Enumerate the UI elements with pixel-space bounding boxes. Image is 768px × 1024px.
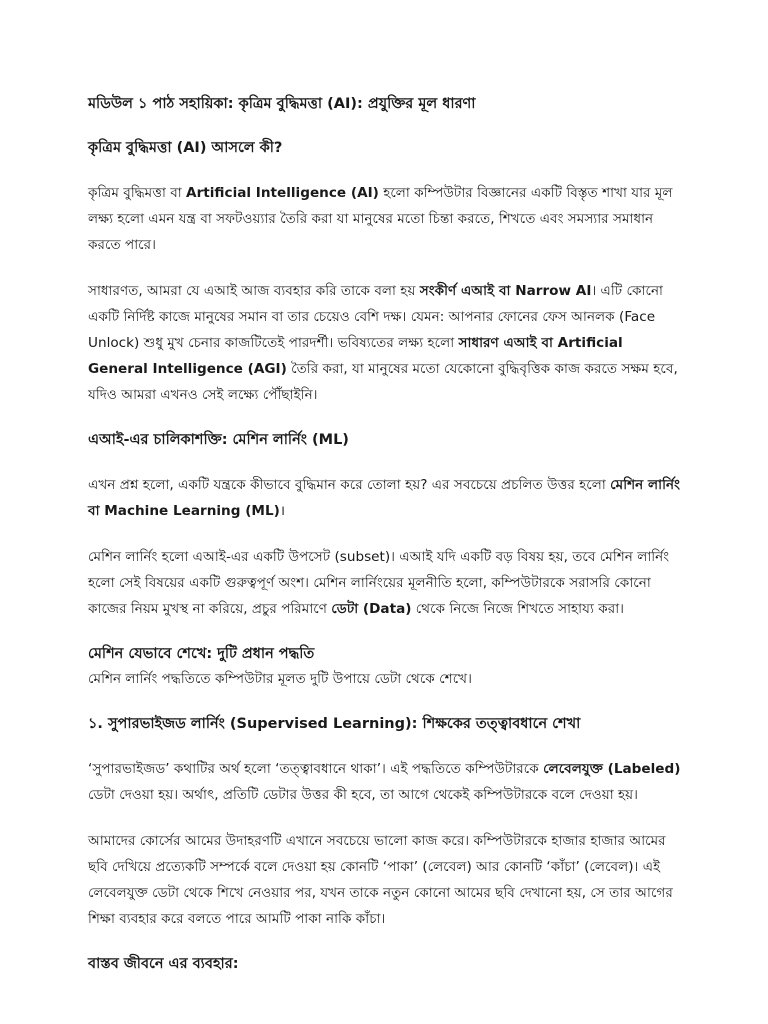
bold-term-labeled: লেবেলযুক্ত (Labeled)	[543, 761, 681, 777]
paragraph-ai-definition	[88, 180, 684, 258]
section-heading-real-life-use: বাস্তব জীবনে এর ব্যবহার:	[88, 956, 239, 972]
paragraph-mango-example: আমাদের কোর্সের আমের উদাহরণটি এখানে সবচেয়ে ভালো কাজ করে। কম্পিউটারকে হাজার হাজার আমের ছবি দেখিয়ে প্রত্যেকটি সম্পর্কে বলে দেওয়া হয় কোনটি ‘পাকা’ (লেবেল) আর কোনটি ‘কাঁচা’ (লেবেল)। এই লেবেলযুক্ত ডেটা থেকে শিখে নেওয়ার পর, যখন তাকে নতুন কোনো আমের ছবি দেখানো হয়, সে তার আগের শিক্ষা ব্যবহার করে বলতে পারে আমটি পাকা নাকি কাঁচা।	[88, 833, 673, 927]
text-run: । এটি কোনো একটি নির্দিষ্ট কাজে মানুষের সমান বা তার চেয়েও বেশি দক্ষ। যেমন: আপনার ফোনের ফেস আনলক (Face Unlock) শুধু মুখ চেনার কাজটিতেই পারদর্শী। ভবিষ্যতের লক্ষ্য হলো	[88, 283, 664, 351]
text-run: মেশিন লার্নিং হলো এআই-এর একটি উপসেট (subset)। এআই যদি একটি বড় বিষয় হয়, তবে মেশিন লার্নিং হলো সেই বিষয়ের একটি গুরুত্বপূর্ণ অংশ। মেশিন লার্নিংয়ের মূলনীতি হলো, কম্পিউটারকে সরাসরি কোনো কাজের নিয়ম মুখস্থ না করিয়ে, প্রচুর পরিমাণে	[88, 549, 670, 617]
document-title: মডিউল ১ পাঠ সহায়িকা: কৃত্রিম বুদ্ধিমত্তা (AI): প্রযুক্তির মূল ধারণা	[88, 96, 476, 112]
text-run: সাধারণত, আমরা যে এআই আজ ব্যবহার করি তাকে বলা হয়	[88, 283, 420, 299]
text-run: ‘সুপারভাইজড’ কথাটির অর্থ হলো ‘তত্ত্বাবধানে থাকা’। এই পদ্ধতিতে কম্পিউটারকে	[88, 761, 544, 777]
text-run: তৈরি করা, যা মানুষের মতো যেকোনো বুদ্ধিবৃত্তিক কাজ করতে সক্ষম হবে, যদিও আমরা এখনও সেই লক্ষ্যে পৌঁছাইনি।	[88, 361, 678, 403]
section-heading-supervised-learning: ১. সুপারভাইজড লার্নিং (Supervised Learning): শিক্ষকের তত্ত্বাবধানে শেখা	[88, 716, 581, 732]
bold-term-ai: Artificial Intelligence (AI)	[186, 185, 379, 201]
bold-term-data: ডেটা (Data)	[331, 601, 412, 617]
section-heading-what-is-ai: কৃত্রিম বুদ্ধিমত্তা (AI) আসলে কী?	[88, 140, 283, 156]
paragraph-supervised-definition	[88, 756, 684, 808]
paragraph-two-methods-intro: মেশিন লার্নিং পদ্ধতিতে কম্পিউটার মূলত দুটি উপায়ে ডেটা থেকে শেখে।	[88, 671, 472, 687]
paragraph-ml-subset	[88, 544, 684, 622]
section-heading-two-methods: মেশিন যেভাবে শেখে: দুটি প্রধান পদ্ধতি	[88, 646, 315, 662]
section-heading-machine-learning: এআই-এর চালিকাশক্তি: মেশিন লার্নিং (ML)	[88, 432, 349, 448]
text-run: এখন প্রশ্ন হলো, একটি যন্ত্রকে কীভাবে বুদ্ধিমান করে তোলা হয়? এর সবচেয়ে প্রচলিত উত্তর হলো	[88, 477, 611, 493]
text-run: ।	[279, 503, 285, 519]
text-run: ডেটা দেওয়া হয়। অর্থাৎ, প্রতিটি ডেটার উত্তর কী হবে, তা আগে থেকেই কম্পিউটারকে বলে দেওয়া হয়।	[88, 787, 639, 803]
text-run: কৃত্রিম বুদ্ধিমত্তা বা	[88, 185, 187, 201]
bold-term-ml: মেশিন লার্নিং বা Machine Learning (ML)	[88, 477, 680, 519]
bold-term-narrow-ai: সংকীর্ণ এআই বা Narrow AI	[419, 283, 592, 299]
text-run: থেকে নিজে নিজে শিখতে সাহায্য করা।	[411, 601, 625, 617]
paragraph-ml-question	[88, 472, 684, 524]
paragraph-narrow-general-ai	[88, 278, 684, 408]
bold-term-agi: সাধারণ এআই বা Artificial General Intelligence (AGI)	[88, 335, 623, 377]
text-run: হলো কম্পিউটার বিজ্ঞানের একটি বিস্তৃত শাখা যার মূল লক্ষ্য হলো এমন যন্ত্র বা সফটওয়্যার তৈরি করা যা মানুষের মতো চিন্তা করতে, শিখতে এবং সমস্যার সমাধান করতে পারে।	[88, 185, 673, 253]
